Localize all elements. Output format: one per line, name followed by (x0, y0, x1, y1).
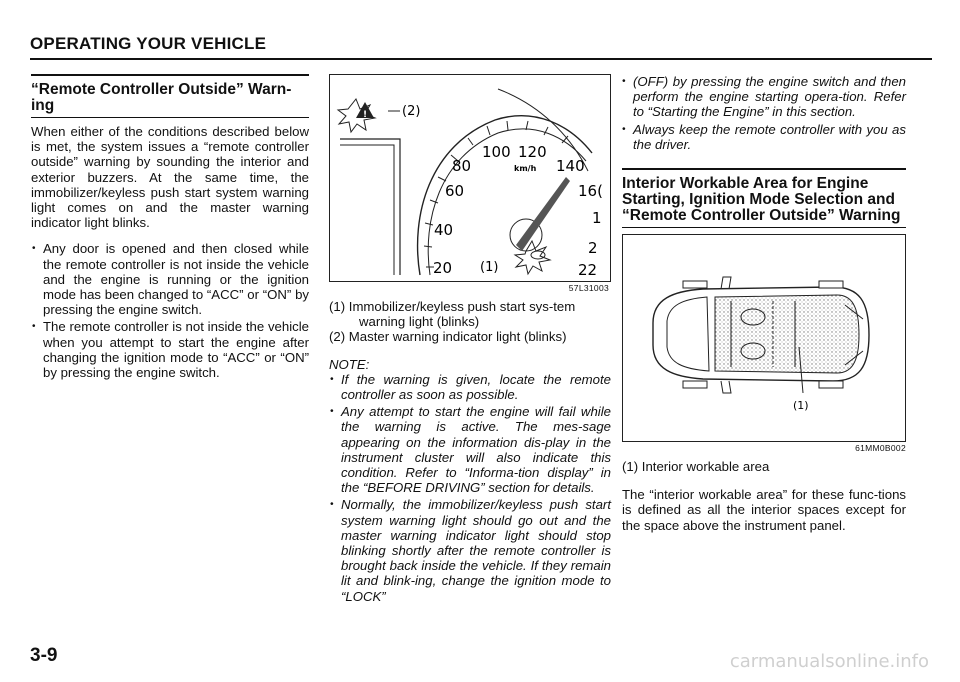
header-rule (30, 58, 932, 60)
figure-caption: (1) Interior workable area (622, 459, 770, 475)
callout-1: (1) (480, 260, 499, 275)
figure-caption: (1) Immobilizer/keyless push start sys-tem warning light (blinks) (329, 299, 576, 330)
page-number: 3-9 (30, 645, 58, 666)
speed-label: 80 (452, 157, 472, 175)
speedometer-illustration (330, 75, 610, 281)
note-list (329, 372, 611, 604)
page-header: OPERATING YOUR VEHICLE (30, 34, 267, 53)
speed-label: 120 (518, 143, 547, 161)
column-middle (329, 74, 611, 606)
condition-list (31, 241, 309, 380)
figure-code: 57L31003 (568, 283, 609, 293)
section-title-interior-area: Interior Workable Area for Engine Starting, Ignition Mode Selection and “Remote Controller Outside” Warning (622, 175, 901, 225)
speed-label: 22 (578, 261, 598, 279)
speed-label: 40 (434, 221, 454, 239)
list-item: • Any attempt to start the engine will fail while the warning is active. The mes-sage appearing on the information dis-play in the instrument cluster will also indicate this condition. Refer to “Informa-tion display” in the “BEFORE DRIVING” section for details. (329, 404, 611, 495)
instrument-cluster-figure (329, 74, 611, 282)
figure-code: 61MM0B002 (855, 443, 906, 454)
car-top-view-illustration (623, 235, 905, 441)
list-item: • Always keep the remote controller with you as the driver. (621, 122, 906, 152)
section-title-remote-outside: “Remote Controller Outside” Warn-ing (31, 81, 292, 114)
speed-label: 20 (433, 259, 453, 277)
continued-list (621, 74, 906, 152)
list-item: • The remote controller is not inside the vehicle when you attempt to start the engine after changing the ignition mode to “ACC” or “ON” by pressing the engine switch. (31, 319, 309, 380)
column-left (31, 74, 309, 382)
note-label: NOTE: (329, 356, 370, 372)
speed-label: 60 (445, 182, 465, 200)
section-bottom-rule (31, 117, 309, 118)
unit-label: km/h (514, 164, 537, 173)
list-item-continued: • (OFF) by pressing the engine switch and then perform the engine starting opera-tion. Refer to “Starting the Engine” in this section. (621, 74, 906, 120)
speed-label: 1 (592, 209, 602, 227)
section-bottom-rule (622, 227, 906, 228)
speed-label: 140 (556, 157, 585, 175)
callout-1: (1) (793, 399, 809, 413)
body-paragraph: The “interior workable area” for these func-tions is defined as all the interior spaces except for the space above the instrument panel. (622, 487, 906, 533)
list-item: • Normally, the immobilizer/keyless push start system warning light should go out and the master warning indicator light should stop blinking shortly after the remote controller is brought back inside the vehicle. If they remain lit and blink-ing, change the ignition mode to “LOCK” (329, 497, 611, 603)
column-right (622, 74, 906, 533)
speed-label: 2 (588, 239, 598, 257)
watermark: carmanualsonline.info (729, 651, 929, 672)
svg-text:!: ! (363, 110, 368, 120)
callout-2: (2) (402, 104, 421, 119)
section-top-rule (622, 168, 906, 170)
speed-label: 100 (482, 143, 511, 161)
intro-paragraph: When either of the conditions described below is met, the system issues a “remote controller outside” warning by sounding the interior and exterior buzzers. At the same time, the immobilizer/keyless push start system warning light comes on and the master warning indicator light blinks. (31, 124, 309, 231)
figure-caption: (2) Master warning indicator light (blinks) (329, 329, 567, 345)
list-item: • Any door is opened and then closed while the remote controller is not inside the vehicle and the engine is running or the ignition mode has been changed to “ACC” or “ON” by pressing the engine switch. (31, 241, 309, 317)
car-interior-figure (622, 234, 906, 442)
section-top-rule (31, 74, 309, 76)
speed-label: 16( (578, 182, 603, 200)
list-item: • If the warning is given, locate the remote controller as soon as possible. (329, 372, 611, 402)
